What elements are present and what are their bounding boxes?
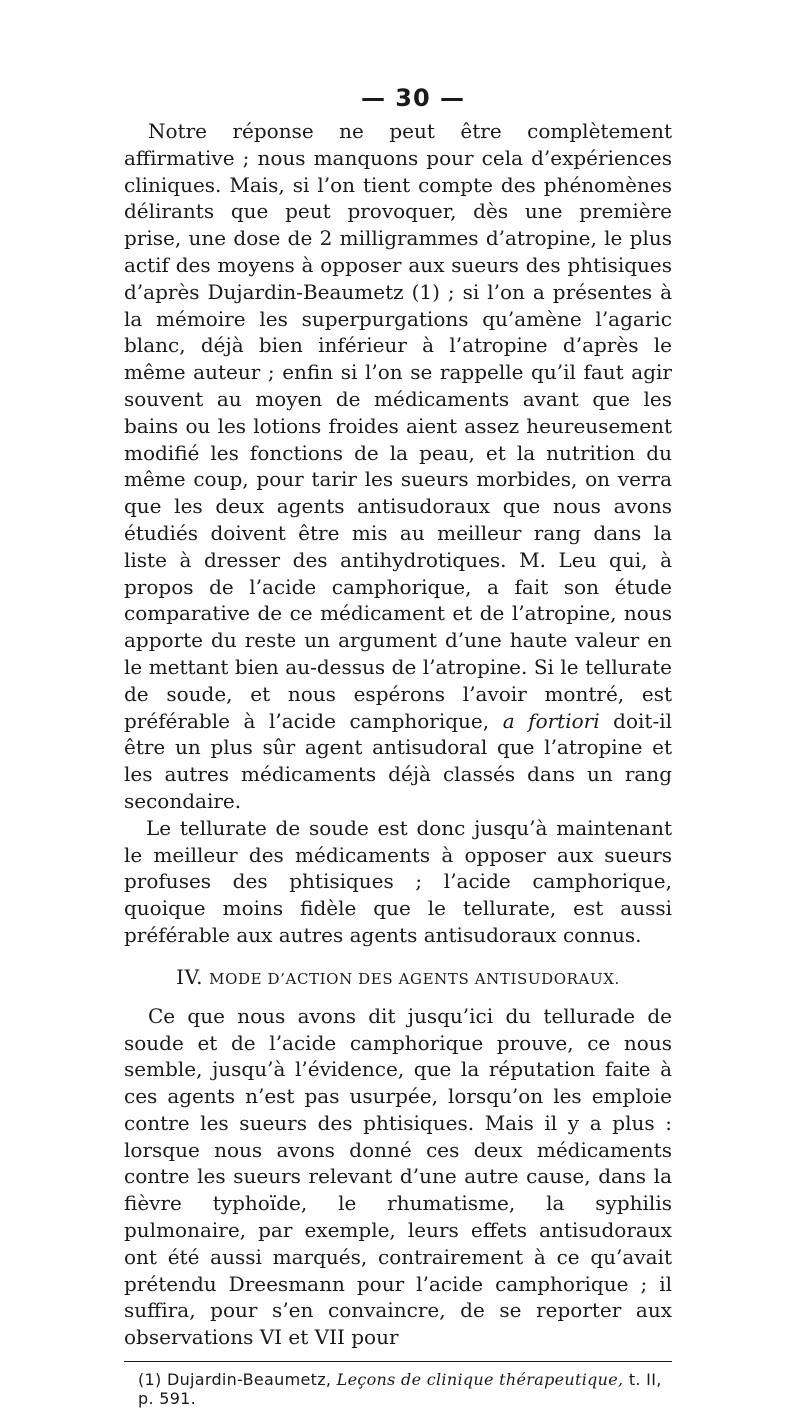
paragraph-1-italic: a fortiori (502, 708, 600, 733)
section-title: MODE D’ACTION DES AGENTS ANTISUDORAUX. (209, 969, 620, 988)
footnote-title: Leçons de clinique thérapeutique, (336, 1370, 624, 1390)
footnote-reference: t. II, p. 591. (138, 1370, 662, 1408)
section-number: IV. (176, 964, 204, 989)
page-number: — 30 — (360, 84, 466, 112)
footnote-divider (124, 1361, 672, 1362)
footnote-author: Dujardin-Beaumetz, (166, 1370, 332, 1390)
paragraph-1-text-b: doit-il être un plus sûr agent antisudoral que l’atropine et les autres médicaments déjà classés dans un rang secondaire. (124, 708, 672, 813)
footnote (124, 1370, 672, 1408)
footnote-marker: (1) (138, 1370, 162, 1390)
book-page (124, 84, 672, 1408)
paragraph-1 (124, 118, 672, 815)
paragraph-1-text-a: Notre réponse ne peut être complètement affirmative ; nous manquons pour cela d’expériences cliniques. Mais, si l’on tient compte des phénomènes délirants que peut provoquer, dès une première prise, une dose de 2 milligrammes d’atropine, le plus actif des moyens à opposer aux sueurs des phtisiques d’après Dujardin-Beaumetz (1) ; si l’on a présentes à la mémoire les superpurgations qu’amène l’agaric blanc, déjà bien inférieur à l’atropine d’après le même auteur ; enfin si l’on se rappelle qu’il faut agir souvent au moyen de médicaments avant que les bains ou les lotions froides aient assez heureusement modifié les fonctions de la peau, et la nutrition du même coup, pour tarir les sueurs morbides, on verra que les deux agents antisudoraux que nous avons étudiés doivent être mis au meilleur rang dans la liste à dresser des antihydrotiques. M. Leu qui, à propos de l’acide camphorique, a fait son étude comparative de ce médicament et de l’atropine, nous apporte du reste un argument d’une haute valeur en le mettant bien au-dessus de l’atropine. Si le tellurate de soude, et nous espérons l’avoir montré, est préférable à l’acide camphorique, (124, 119, 672, 733)
section-heading (124, 965, 672, 989)
paragraph-3: Ce que nous avons dit jusqu’ici du tellurade de soude et de l’acide camphorique prouve, ce nous semble, jusqu’à l’évidence, que la réputation faite à ces agents n’est pas usurpée, lorsqu’on les emploie contre les sueurs des phtisiques. Mais il y a plus : lorsque nous avons donné ces deux médicaments contre les sueurs relevant d’une autre cause, dans la fièvre typhoïde, le rhumatisme, la syphilis pulmonaire, par exemple, leurs effets antisudoraux ont été aussi marqués, contrairement à ce qu’avait prétendu Dreesmann pour l’acide camphorique ; il suffira, pour s’en convaincre, de se reporter aux observations VI et VII pour (124, 1003, 672, 1350)
paragraph-2: Le tellurate de soude est donc jusqu’à maintenant le meilleur des médicaments à opposer aux sueurs profuses des phtisiques ; l’acide camphorique, quoique moins fidèle que le tellurate, est aussi préférable aux autres agents antisudoraux connus. (124, 815, 672, 947)
